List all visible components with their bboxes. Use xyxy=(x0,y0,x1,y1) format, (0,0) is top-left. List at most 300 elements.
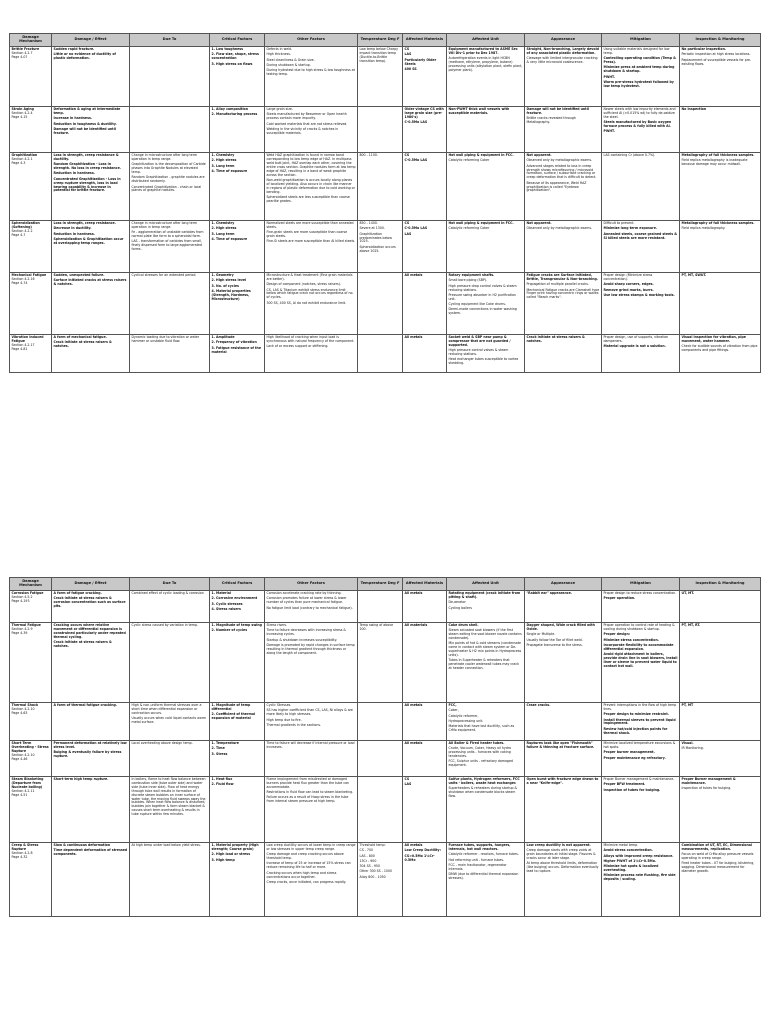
cell-critical xyxy=(210,703,265,741)
cell-damage xyxy=(52,623,130,703)
cell-text: Concentrated Graphitization - Loss in creep rupture strength, loss in load bearing capability & increase in potential for brittle fracture. xyxy=(53,176,121,193)
mechanism-section: Section 4.2.7 xyxy=(11,50,33,55)
cell-mitigation xyxy=(602,47,680,107)
cell-text: Restrictions in fluid flow can lead to steam blanketing. xyxy=(266,790,354,795)
cell-text: CS xyxy=(404,153,410,157)
cell-text: High likelihood of cracking when input load is synchronous with natural frequency of the component. xyxy=(266,335,355,343)
cell-other xyxy=(265,107,358,153)
cell-text: Difficult to prevent. xyxy=(603,221,635,225)
table-row xyxy=(10,273,761,335)
cell-text: Graphitization predominates below 1025. xyxy=(359,231,392,244)
cell-inspection xyxy=(680,221,761,273)
cell-text: Catalytic reforming Coker xyxy=(448,158,490,163)
cell-text: Crude, Vacuum, Coker, Heavy oil hydro processing units - furnaces with coking tendencies. xyxy=(448,746,512,759)
table-row xyxy=(10,843,761,917)
cell-text: Weld HAZ graphitization is found in narrow band corresponding to low temp edge of HAZ. In multipass weld butt joint, HAZ overlap each other, covering the entire cross section. Graphite nodules form at low temp edge of HAZ, resulting in a band of weak graphite across the section. xyxy=(266,153,356,177)
column-header: Other Factors xyxy=(265,34,358,47)
cell-text: Combination of UT, RT, EC, Dimensional measurements, replication. xyxy=(681,843,753,851)
cell-critical xyxy=(210,623,265,703)
cell-unit xyxy=(447,273,525,335)
cell-text: Proper design to minimize restraint. xyxy=(603,712,669,717)
cell-text: Cleavage with limited intergranular cracking & very little microvoid coalescence. xyxy=(526,56,598,65)
mechanism-name: Strain Aging xyxy=(11,107,34,111)
table-header-row xyxy=(10,578,761,591)
mechanism-page: Page 4-74 xyxy=(11,280,28,285)
cell-text: 2. Number of cycles xyxy=(211,628,248,633)
cell-critical xyxy=(210,843,265,917)
cell-temp xyxy=(358,591,403,623)
cell-text: Visual. xyxy=(681,741,694,745)
cell-inspection xyxy=(680,741,761,777)
cell-other xyxy=(265,623,358,703)
mechanism-page: Page 4-32 xyxy=(11,854,28,859)
cell-critical xyxy=(210,591,265,623)
damage-mechanism-table-1 xyxy=(9,33,761,373)
cell-text: Minimize localized temperature excursions & hot spots. xyxy=(603,741,676,749)
cell-text: Advanced stages related to loss in creep strength shows microfissuring / microvoid formation, surface / subsurface cracking or creep deformation that is difficult to detect. xyxy=(526,163,597,180)
cell-text: Corrosion accelerate cracking rate by thinning. xyxy=(266,591,342,595)
column-header: Appearance xyxy=(525,578,602,591)
cell-unit xyxy=(447,591,525,623)
cell-text: Reduction in hardness. xyxy=(53,231,95,236)
cell-text: Controlling operating condition (Temp & Press). xyxy=(603,56,676,65)
cell-text: Inspection of tubes for bulging. xyxy=(603,787,661,792)
cell-due xyxy=(130,335,210,373)
cell-text: Microstructure & Heat treatment (Fine grain materials are better). xyxy=(266,273,353,281)
cell-text: 3. Stress xyxy=(211,751,228,756)
cell-unit xyxy=(447,153,525,221)
cell-temp xyxy=(358,273,403,335)
cell-critical xyxy=(210,107,265,153)
table-row xyxy=(10,591,761,623)
cell-text: Bulging & eventually failure by stress rupture. xyxy=(53,750,122,759)
column-header: Damage Mechanism xyxy=(10,34,52,47)
cell-text: Cracking occurs where relative movement or differential expansion is constrained particularly under repeated thermal cycling. xyxy=(53,623,126,639)
column-header: Inspection & Monitoring xyxy=(680,578,761,591)
cell-text: Proper operation to control rate of heating & cooling during shutdown & startup. xyxy=(603,623,675,631)
table-row xyxy=(10,153,761,221)
mechanism-page: Page 4-7 xyxy=(11,232,26,237)
cell-due xyxy=(130,153,210,221)
cell-text: Proper burner management. xyxy=(603,750,655,755)
cell-text: Threshold temp: xyxy=(359,843,386,847)
mechanism-page: Page 4-193 xyxy=(11,598,30,603)
cell-text: LAS - 800 xyxy=(359,853,375,858)
cell-text: PWHT. xyxy=(603,129,615,134)
cell-text: All metals xyxy=(404,741,423,745)
cell-text: Visual inspection for vibration, pipe movement, water hammer. xyxy=(681,335,746,343)
cell-text: During shutdown & startup. xyxy=(266,62,311,67)
cell-text: Proper design to reduce stress concentration. xyxy=(603,591,677,595)
cell-critical xyxy=(210,47,265,107)
cell-mitigation xyxy=(602,591,680,623)
cell-critical xyxy=(210,221,265,273)
cell-text: All metals xyxy=(404,335,423,339)
cell-appearance xyxy=(525,273,602,335)
cell-text: Crack initiate at stress raisers & notches. xyxy=(53,340,112,349)
cell-appearance xyxy=(525,591,602,623)
mechanism-section: Section 4.5.2 xyxy=(11,594,33,599)
cell-text: Welding in the vicinity of cracks & notches in susceptible materials. xyxy=(266,126,339,135)
cell-text: CS xyxy=(404,221,410,225)
mechanism-section: Section 4.2.17 xyxy=(11,342,35,347)
cell-text: Slow & continuous deformation xyxy=(53,843,111,847)
cell-text: Usually occurs when cold liquid contacts warm metal surface. xyxy=(131,716,207,725)
column-header: Mitigation xyxy=(602,34,680,47)
table-row xyxy=(10,623,761,703)
cell-text: Particularly Older Steels xyxy=(404,57,437,66)
cell-text: 2. Corrosive environment xyxy=(211,596,258,601)
mechanism-name: Spheroidization (Softening) xyxy=(11,221,40,229)
mechanism-section: Section 4.2.11 xyxy=(11,788,35,793)
cell-text: Furnace tubes, supports, hangers, internals, hot wall reactors. xyxy=(448,843,511,851)
cell-text: 4. Material properties (Strength, Hardness, Microstructure) xyxy=(211,288,251,301)
cell-appearance xyxy=(525,335,602,373)
cell-damage xyxy=(52,591,130,623)
cell-damage xyxy=(52,153,130,221)
cell-due xyxy=(130,273,210,335)
cell-text: CS, LAS & Titanium exhibit stress endurance limit below which fatigue crack not occurs regardless of no. of cycles. xyxy=(266,287,354,300)
cell-text: Creep damage starts with creep voids at grain boundaries at initial stage. Fissures & cracks occur at later stage. xyxy=(526,848,596,861)
column-header: Due To xyxy=(130,578,210,591)
mechanism-section: Section 4.2.16 xyxy=(11,276,35,281)
cell-text: No fatigue limit load (contrary to mechanical fatigue). xyxy=(266,605,353,610)
cell-critical xyxy=(210,741,265,777)
cell-text: 4. Time of exposure xyxy=(211,236,248,241)
cell-text: Catalytic reforming Coker xyxy=(448,226,490,231)
cell-critical xyxy=(210,273,265,335)
cell-text: Not apparent. xyxy=(526,221,552,225)
mechanism-page: Page 4-07 xyxy=(11,54,28,59)
cell-text: 304 SS - 950 xyxy=(359,864,380,869)
mechanism-section: Section 4.2.1 xyxy=(11,156,33,161)
cell-text: Spheroidization & Graphitization occur at overlapping temp ranges. xyxy=(53,236,124,245)
cell-text: Fine-grain steels are more susceptible than coarse grain steels. xyxy=(266,230,348,239)
cell-unit xyxy=(447,741,525,777)
cell-text: Other 300 SS - 1000 xyxy=(359,869,392,874)
cell-mitigation xyxy=(602,703,680,741)
cell-materials xyxy=(403,335,447,373)
cell-mechanism xyxy=(10,47,52,107)
cell-inspection xyxy=(680,107,761,153)
cell-text: Stress risers. xyxy=(266,623,288,627)
cell-text: Proper Burner management & maintenance. xyxy=(603,777,675,781)
cell-text: Tubes in Superheater & reheaters that penetrate cooler waterwall tubes may crack at header connection. xyxy=(448,658,519,671)
cell-text: 1. Material xyxy=(211,591,231,595)
cell-other xyxy=(265,335,358,373)
column-header: Temperature Deg F xyxy=(358,34,403,47)
cell-text: Craze cracks. xyxy=(526,703,551,707)
cell-mechanism xyxy=(10,335,52,373)
cell-materials xyxy=(403,153,447,221)
mechanism-page: Page 4-63 xyxy=(11,710,28,715)
cell-text: Check for audible sounds of vibration from pipe components and pipe fittings. xyxy=(681,344,758,353)
cell-mechanism xyxy=(10,591,52,623)
cell-text: All metals xyxy=(404,843,423,847)
cell-critical xyxy=(210,777,265,843)
cell-text: Minimize press at ambient temp during shutdown & startup. xyxy=(603,65,675,74)
cell-temp xyxy=(358,777,403,843)
cell-text: PWHT. xyxy=(603,74,615,79)
cell-text: Proper operation. xyxy=(603,596,636,601)
cell-text: Fine-Si steels are more susceptible than Al killed steels. xyxy=(266,239,356,244)
cell-text: 2. Flaw size, shape, stress concentration xyxy=(211,52,259,61)
cell-inspection xyxy=(680,47,761,107)
cell-other xyxy=(265,591,358,623)
cell-text: Increase in hardness. xyxy=(53,116,93,121)
cell-critical xyxy=(210,335,265,373)
cell-text: A form of thermal fatigue cracking. xyxy=(53,703,117,707)
cell-text: Temp swing of above 200. xyxy=(359,623,394,631)
cell-text: Graphitization is the decomposition of Carbide phases into Graphite Nodules at elevated temp. xyxy=(131,162,206,175)
cell-text: Autorefrigeration events in light HCBN (methane, ethylene, propylene, butane) processing units (alkylation plant, olefin plant, polymer plant). xyxy=(448,56,523,72)
cell-text: Loss in strength, creep resistance & ductility. xyxy=(53,153,119,161)
table-row xyxy=(10,703,761,741)
cell-text: Cyclic Stresses. xyxy=(266,703,292,707)
cell-text: Fired heater tubes - UT for bulging, blistering, sagging. Dimensional measurement for diameter growth. xyxy=(681,861,755,874)
cell-text: LAS xyxy=(404,231,412,236)
cell-appearance xyxy=(525,741,602,777)
column-header: Affected Materials xyxy=(403,578,447,591)
cell-critical xyxy=(210,153,265,221)
cell-text: Creep cracks, once initiated, can progress rapidly. xyxy=(266,879,347,884)
cell-mechanism xyxy=(10,107,52,153)
cell-text: High & non-uniform thermal stresses over a short time when differential expansion or contraction occurs. xyxy=(131,703,202,715)
cell-text: LAS xyxy=(404,782,412,787)
cell-text: 3. Fatigue resistance of the material xyxy=(211,345,261,354)
cell-mechanism xyxy=(10,777,52,843)
cell-text: All metals xyxy=(404,591,423,595)
cell-text: Local overheating above design temp. xyxy=(131,741,193,745)
cell-text: C-0.5Mo LAS xyxy=(404,158,428,163)
cell-mitigation xyxy=(602,273,680,335)
cell-text: 3. Long term xyxy=(211,231,235,236)
cell-text: Coke drum shell. xyxy=(448,623,479,627)
cell-text: 1. Low toughness xyxy=(211,47,244,51)
mechanism-section: Section 4.2.8 xyxy=(11,850,33,855)
table-row xyxy=(10,741,761,777)
cell-text: Cold worked materials that are not stress relieved. xyxy=(266,121,348,126)
cell-text: Periodic inspection at high stress locations. xyxy=(681,52,751,57)
cell-text: Avoid stress concentration. xyxy=(603,848,653,853)
cell-text: Random Graphitization - Loss in strength. No loss in creep resistance. xyxy=(53,162,121,171)
cell-text: Replacement of susceptible vessels for pre-existing flaws. xyxy=(681,57,752,66)
cell-materials xyxy=(403,591,447,623)
column-header: Due To xyxy=(130,34,210,47)
column-header: Affected Unit xyxy=(447,34,525,47)
mechanism-name: Creep & Stress Rupture xyxy=(11,843,39,851)
cell-materials xyxy=(403,843,447,917)
cell-text: Damage is promoted by rapid changes in surface temp resulting in thermal gradient through thickness or along the length of component. xyxy=(266,642,355,655)
mechanism-page: Page 4-81 xyxy=(11,346,28,351)
cell-text: Proper design, use of supports, vibration dampeners. xyxy=(603,335,669,343)
cell-text: Low Creep Ductility: xyxy=(404,848,441,853)
cell-text: 2. Frequency of vibration xyxy=(211,340,257,345)
cell-mechanism xyxy=(10,741,52,777)
cell-text: 13Cr - 900 xyxy=(359,858,377,863)
column-header: Mitigation xyxy=(602,578,680,591)
cell-text: Minimize process rate flushing, fire side deposits / scaling. xyxy=(603,873,676,882)
cell-text: Steel cleanliness & Grain size. xyxy=(266,57,315,62)
cell-text: Crack initiate at stress raisers & notches. xyxy=(526,335,585,343)
cell-text: Older vintage CS with large grain size (pre-1980's) xyxy=(404,107,444,119)
cell-unit xyxy=(447,777,525,843)
cell-text: 400 SS xyxy=(404,66,417,71)
cell-text: Steam actuated soot blowers (if the first steam exiting the soot blower nozzle contains condensate). xyxy=(448,628,522,641)
cell-text: Design of component (notches, stress raisers). xyxy=(266,282,341,287)
cell-temp xyxy=(358,335,403,373)
cell-text: DMW (due to differential thermal expansion stresses). xyxy=(448,872,519,880)
cell-text: FCC, xyxy=(448,703,457,707)
cell-text: Field replica metallography is inadequate because damage may occur midwall. xyxy=(681,158,748,167)
cell-text: 1. Amplitude xyxy=(211,335,235,339)
mechanism-section: Section 4.2.2 xyxy=(11,228,33,233)
column-header: Inspection & Monitoring xyxy=(680,34,761,47)
cell-text: Not apparent. xyxy=(526,153,552,157)
cell-text: Change in microstructure after long term operation in temp range. xyxy=(131,153,198,161)
cell-text: Deformation & aging at intermediate temp. xyxy=(53,107,121,115)
cell-text: Usually follow the Toe of fillet weld. xyxy=(526,637,583,642)
cell-text: High temp due to fire. xyxy=(266,717,302,722)
cell-mitigation xyxy=(602,741,680,777)
mechanism-name: Thermal Fatigue xyxy=(11,623,41,627)
cell-text: Hydroprocessing unit. xyxy=(448,718,484,723)
cell-appearance xyxy=(525,107,602,153)
cell-text: Low temp below Charpy impact transition temp (Ductile-to-Brittle transition temp). xyxy=(359,47,399,63)
cell-text: Damage will not be identified until fracture. xyxy=(526,107,589,115)
cell-mitigation xyxy=(602,107,680,153)
cell-text: Observed only by metallographic exams. xyxy=(526,158,593,163)
cell-text: Spheroidization occurs above 1025. xyxy=(359,244,396,253)
cell-text: FCC, Sulphur units - refractory damaged equipment. xyxy=(448,759,513,768)
cell-unit xyxy=(447,843,525,917)
cell-text: 4. Time of exposure xyxy=(211,168,248,173)
cell-materials xyxy=(403,221,447,273)
table-row xyxy=(10,777,761,843)
cell-due xyxy=(130,107,210,153)
cell-text: C-0.5Mo LAS xyxy=(404,120,428,125)
column-header: Damage / Effect xyxy=(52,34,130,47)
column-header: Temperature Deg F xyxy=(358,578,403,591)
cell-damage xyxy=(52,47,130,107)
cell-text: Coker, xyxy=(448,708,459,713)
cell-mechanism xyxy=(10,153,52,221)
cell-text: Thermal gradients in the sections. xyxy=(266,722,322,727)
cell-text: No particular inspection. xyxy=(681,47,727,51)
cell-due xyxy=(130,591,210,623)
mechanism-page: Page 4-15 xyxy=(11,114,28,119)
cell-unit xyxy=(447,335,525,373)
cell-mechanism xyxy=(10,623,52,703)
cell-text: Cyclic stress caused by variation in temp. xyxy=(131,623,199,627)
cell-text: All metals xyxy=(404,273,423,277)
cell-text: Because of its appearance, Weld HAZ graphitization is called "Eyebrow graphitization". xyxy=(526,180,587,193)
column-header: Critical Factors xyxy=(210,578,265,591)
cell-materials xyxy=(403,47,447,107)
cell-temp xyxy=(358,221,403,273)
cell-text: Dynamic loading due to vibration or water hammer or unstable fluid flow. xyxy=(131,335,200,343)
damage-mechanism-table-2 xyxy=(9,577,761,917)
cell-text: FCC - main fractionator, regenerator internals. xyxy=(448,862,507,871)
cell-text: Minimize hot spots & localized overheating. xyxy=(603,864,659,873)
cell-text: All metals xyxy=(404,703,423,707)
cell-text: Mix points of hot & cold streams (condensate come in contact with steam system or De-superheater & H2 mix points in Hydroprocess units). xyxy=(448,641,522,658)
cell-temp xyxy=(358,623,403,703)
cell-text: Proper design: xyxy=(603,632,630,637)
cell-text: Use low stress stamps & marking tools. xyxy=(603,292,675,297)
cell-inspection xyxy=(680,335,761,373)
cell-temp xyxy=(358,703,403,741)
cell-text: 1. Chemistry xyxy=(211,221,235,225)
cell-text: Fe - agglomeration of unstable carbides from normal plate like form to a spheroidal form. xyxy=(131,230,204,239)
cell-text: Superheaters & reheaters during startup & shutdown when condensate blocks steam flow. xyxy=(448,786,518,799)
column-header: Appearance xyxy=(525,34,602,47)
cell-text: Rotating equipment (crack initiate from pitting & shaft). xyxy=(448,591,521,599)
cell-text: Sudden rapid fracture. xyxy=(53,47,95,51)
column-header: Affected Materials xyxy=(403,34,447,47)
cell-inspection xyxy=(680,623,761,703)
cell-text: 1. Alloy composition xyxy=(211,107,249,111)
column-header: Critical Factors xyxy=(210,34,265,47)
cell-text: High pressure drop control valves & steam reducing stations. xyxy=(448,283,517,292)
cell-materials xyxy=(403,777,447,843)
cell-text: Alloy 800 - 1050 xyxy=(359,874,386,879)
mechanism-section: Section 4.2.9 xyxy=(11,626,33,631)
cell-text: Install thermal sleeves to prevent liquid impingement. xyxy=(603,717,676,726)
cell-text: Catalytic reformer, xyxy=(448,713,479,718)
mechanism-name: Thermal Shock xyxy=(11,703,39,707)
cell-text: A form of mechanical fatigue. xyxy=(53,335,107,339)
cell-text: Incorporate flexibility to accommodate differential expansion. xyxy=(603,642,674,651)
cell-text: Surface initiated cracks at stress raisers & notches. xyxy=(53,278,127,287)
cell-text: Failure occurs as a result of Hoop stress in the tube from internal steam pressure at high temp. xyxy=(266,795,349,804)
page-one xyxy=(9,33,760,441)
cell-text: Reduction in toughness & ductility. xyxy=(53,121,117,126)
cell-text: 1. Heat flux xyxy=(211,777,233,781)
cell-text: At temp above threshold limits, deformation (like bulging) occurs. Deformation eventually lead to rupture. xyxy=(526,861,599,874)
cell-text: Reduction in hardness. xyxy=(53,171,95,176)
cell-text: Change in microstructure after long term operation in temp range. xyxy=(131,221,198,229)
cell-text: Small bore piping (SBP). xyxy=(448,278,488,283)
cell-other xyxy=(265,843,358,917)
cell-text: Sulfur plants, Hydrogen reformers, FCC units - boilers, waste heat exchanger. xyxy=(448,777,520,785)
cell-text: Proper maintenance eg refractory. xyxy=(603,755,666,760)
cell-damage xyxy=(52,703,130,741)
cell-due xyxy=(130,221,210,273)
cell-unit xyxy=(447,623,525,703)
cell-materials xyxy=(403,623,447,703)
cell-text: During hydrotest due to high stress & low toughness at testing temp. xyxy=(266,68,355,77)
mechanism-name: Vibration Induced Fatigue xyxy=(11,335,44,343)
cell-text: Time to failure decreases with increasing stress & increasing cycles. xyxy=(266,628,346,637)
cell-mitigation xyxy=(602,335,680,373)
cell-damage xyxy=(52,335,130,373)
cell-text: 3. Cyclic stresses xyxy=(211,601,243,606)
cell-text: Single or Multiple. xyxy=(526,632,556,637)
cell-damage xyxy=(52,107,130,153)
column-header: Other Factors xyxy=(265,578,358,591)
cell-text: Combined effect of cyclic loading & corrosion xyxy=(131,591,204,595)
cell-text: Hot reforming unit - furnace tubes. xyxy=(448,857,505,862)
column-header: Damage / Effect xyxy=(52,578,130,591)
cell-mechanism xyxy=(10,221,52,273)
mechanism-name: Corrosion Fatigue xyxy=(11,591,44,595)
cell-temp xyxy=(358,107,403,153)
mechanism-section: Section 4.2.10 xyxy=(11,706,35,711)
cell-text: 1. Material property (High strength; Coarse grain) xyxy=(211,843,259,851)
cell-text: Steels manufactured by Basic oxygen furnace process & fully killed with Al. xyxy=(603,120,672,129)
cell-text: PT, MT xyxy=(681,703,694,707)
